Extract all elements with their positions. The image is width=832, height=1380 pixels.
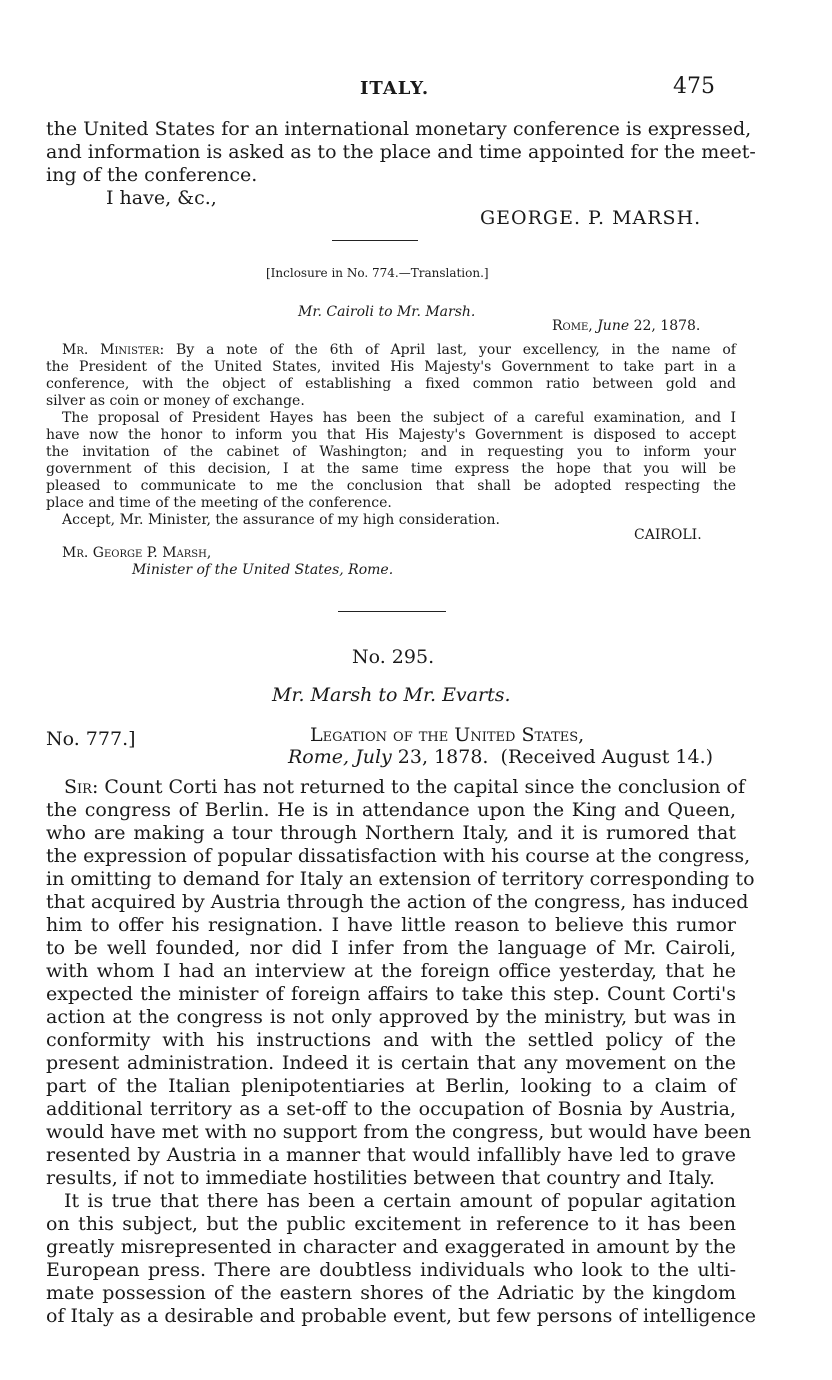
document-title: Mr. Marsh to Mr. Evarts. (272, 684, 511, 706)
inclosure-line: government of this decision, I at the same time express the hope that you will be (46, 461, 736, 477)
running-title: ITALY. (360, 78, 430, 99)
body-line: of Italy as a desirable and probable event, but few persons of intelligence (46, 1305, 756, 1327)
inclosure-line: The proposal of President Hayes has been the subject of a careful examination, and I (62, 410, 736, 426)
inclosure-line: Mr. Minister: By a note of the 6th of April last, your excellency, in the name of (62, 342, 736, 358)
legation: Legation of the United States, (310, 724, 585, 746)
addressee-title: Minister of the United States, Rome. (132, 562, 394, 578)
body-line: the expression of popular dissatisfaction with his course at the congress, (46, 845, 751, 867)
inclosure-line: silver as coin or money of exchange. (46, 393, 305, 409)
body-line: him to offer his resignation. I have little reason to believe this rumor (46, 914, 736, 936)
inclosure-heading: [Inclosure in No. 774.—Translation.] (266, 266, 489, 280)
inclosure-dateline: Rome, June 22, 1878. (552, 318, 701, 334)
inclosure-line: Accept, Mr. Minister, the assurance of my high consideration. (62, 512, 501, 528)
body-line: present administration. Indeed it is certain that any movement on the (46, 1052, 736, 1074)
page-number: 475 (673, 74, 715, 99)
body-line: would have met with no support from the congress, but would have been (46, 1121, 752, 1143)
body-line: additional territory as a set-off to the occupation of Bosnia by Austria, (46, 1098, 736, 1120)
inclosure-signature: CAIROLI. (634, 527, 702, 543)
body-line: greatly misrepresented in character and exaggerated in amount by the (46, 1236, 736, 1258)
body-line: to be well founded, nor did I infer from the language of Mr. Cairoli, (46, 937, 736, 959)
body-line: It is true that there has been a certain amount of popular agitation (64, 1190, 736, 1212)
body-line: the congress of Berlin. He is in attendance upon the King and Queen, (46, 799, 736, 821)
body-line: part of the Italian plenipotentiaries at Berlin, looking to a claim of (46, 1075, 736, 1097)
inclosure-title: Mr. Cairoli to Mr. Marsh. (298, 304, 476, 320)
addressee: Mr. George P. Marsh, (62, 545, 212, 561)
inclosure-line: pleased to communicate to me the conclusion that shall be adopted respecting the (46, 478, 736, 494)
body-line: in omitting to demand for Italy an extension of territory corresponding to (46, 868, 755, 890)
divider (338, 611, 446, 612)
document-number: No. 295. (352, 646, 435, 668)
body-line: results, if not to immediate hostilities between that country and Italy. (46, 1167, 715, 1189)
inclosure-line: the invitation of the cabinet of Washington; and in requesting you to inform your (46, 444, 736, 460)
continuation-line: the United States for an international monetary conference is expressed, (46, 118, 752, 140)
body-line: resented by Austria in a manner that would infallibly have led to grave (46, 1144, 736, 1166)
document-date: Rome, July 23, 1878. (Received August 14.) (288, 746, 714, 768)
inclosure-line: conference, with the object of establishing a fixed common ratio between gold and (46, 376, 736, 392)
body-line: with whom I had an interview at the foreign office yesterday, that he (46, 960, 736, 982)
body-line: expected the minister of foreign affairs to take this step. Count Corti's (46, 983, 736, 1005)
body-line: Sir: Count Corti has not returned to the capital since the conclusion of (64, 776, 745, 798)
despatch-number: No. 777.] (46, 728, 136, 750)
body-line: European press. There are doubtless individuals who look to the ulti- (46, 1259, 736, 1281)
divider (332, 240, 418, 241)
body-line: that acquired by Austria through the action of the congress, has induced (46, 891, 749, 913)
signature: GEORGE. P. MARSH. (480, 207, 702, 229)
body-line: mate possession of the eastern shores of the Adriatic by the kingdom (46, 1282, 736, 1304)
inclosure-line: place and time of the meeting of the conference. (46, 495, 392, 511)
body-line: action at the congress is not only approved by the ministry, but was in (46, 1006, 736, 1028)
inclosure-line: have now the honor to inform you that His Majesty's Government is disposed to accept (46, 427, 736, 443)
continuation-line: and information is asked as to the place and time appointed for the meet- (46, 141, 756, 163)
inclosure-line: the President of the United States, invited His Majesty's Government to take part in a (46, 359, 736, 375)
body-line: conformity with his instructions and with the settled policy of the (46, 1029, 736, 1051)
body-line: who are making a tour through Northern Italy, and it is rumored that (46, 822, 736, 844)
continuation-line: ing of the conference. (46, 164, 258, 186)
closing: I have, &c., (106, 187, 217, 209)
body-line: on this subject, but the public excitement in reference to it has been (46, 1213, 736, 1235)
